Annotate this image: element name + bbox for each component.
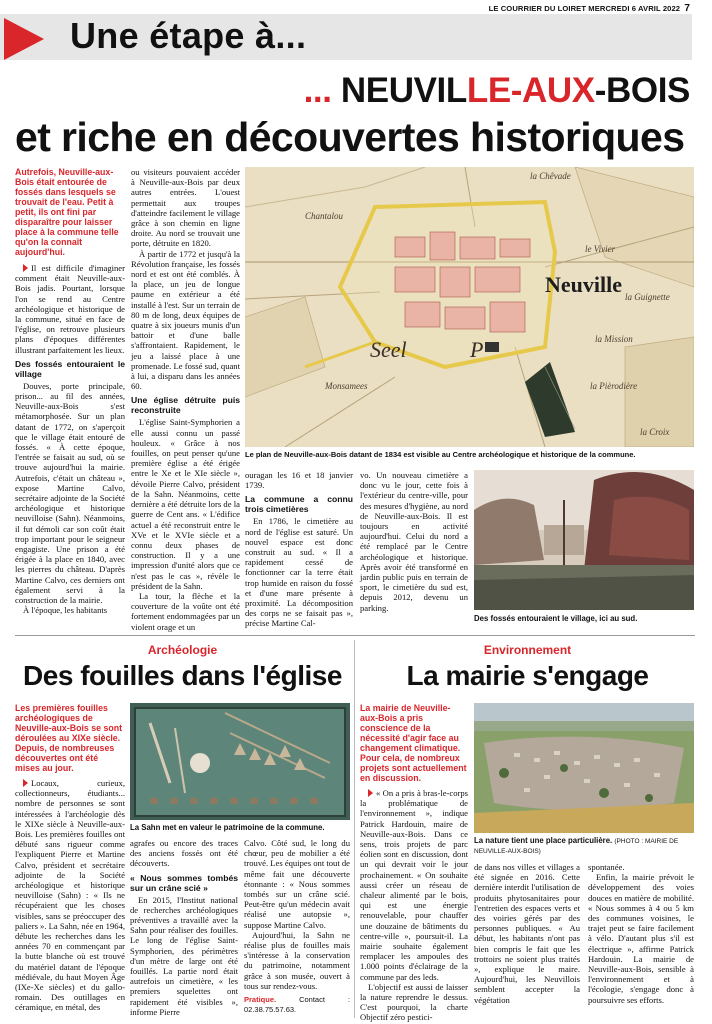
archeo-pratique: [244, 995, 350, 1015]
map-caption: Le plan de Neuville-aux-Bois datant de 1834 est visible au Centre archéologique et historique de la commune.: [245, 450, 636, 459]
main-col3-p1: ouragan les 16 et 18 janvier 1739.: [245, 470, 353, 491]
section-title: Une étape à...: [70, 15, 307, 56]
archeo-headline: Des fouilles dans l'église: [23, 660, 342, 691]
moat-photo-caption: Des fossés entouraient le village, ici au sud.: [474, 614, 638, 623]
env-col2-p1: de dans nos villes et villages a été signée en 2016. Cette dernière interdit l'utilisation de produits phytosanitaires pour l'entretien des espaces verts et des voiries gérés par des personnes publiques. « Au début, les habitants n'ont pas bien compris le fait que les trottoirs ne soient plus traités », explique le maire. Aujourd'hui, les Neuvillois semblent accepter la végétation: [474, 862, 580, 1005]
main-column-4: [360, 470, 468, 613]
main-col2-subhead: Une église détruite puis reconstruite: [131, 395, 240, 416]
map-label-neuville: Neuville: [545, 272, 622, 297]
env-col1-p1: [360, 788, 468, 982]
env-col1-p2: L'objectif est aussi de laisser la nature reprendre le dessus. C'est pourquoi, la charte Objectif zéro pestici-: [360, 981, 468, 1023]
banner-arrow-icon: [4, 18, 44, 60]
historic-map-image: [245, 167, 694, 447]
env-col3-p2: Enfin, la mairie prévoit le développement des voies douces en matière de mobilité. « Nous sommes à 4 ou 5 km des communes voisines, le trajet peut se faire facilement à vélo. D'autant plus s'il est électrique », affirme Patrick Hardouin. La mairie de Neuville-aux-Bois, sensible à l'environnement et à l'écologie, s'engage donc à poursuivre ses efforts.: [588, 872, 694, 1005]
main-lead: Autrefois, Neuville-aux-Bois était entourée de fossés dans lesquels se trouvait de l'eau. Petit à petit, ils ont fini par disparaître pour laisser place à la commune telle qu'on la connaît aujourd'hui.: [15, 167, 119, 257]
paragraph-marker-icon: [23, 264, 28, 272]
main-col2-p2: À partir de 1772 et jusqu'à la Révolution française, les fossés nord et est ont été comblés. À la place, un jeu de longue paume en extérieur a été installé à l'est. Sur un terrain de 80 m de long, deux équipes de quatre à six joueurs munis d'un battoir et d'une balle s'affrontaient. Rapidement, le jeu a laissé place à une promenade. Le fossé sud, quant à lui, a disparu dans les années 60.: [131, 248, 240, 392]
archeo-column-2: [130, 838, 238, 1017]
headline: et riche en découvertes historiques: [15, 114, 685, 160]
paragraph-marker-icon: [23, 779, 28, 787]
map-label-6: Monsamees: [325, 381, 368, 391]
kicker-red: LE-AUX: [466, 71, 595, 110]
archeo-lead: Les premières fouilles archéologiques de Neuville-aux-Bois se sont déroulées au XIXe siècle. Depuis, de nombreuses découvertes ont été mises au jour.: [15, 703, 123, 773]
env-column-2: [474, 862, 580, 1005]
historic-map-drawing: [245, 167, 694, 447]
main-column-2: [131, 167, 240, 632]
map-label-2: la Chêvade: [530, 171, 571, 181]
main-col1-p1-text: Il est difficile d'imaginer comment était Neuville-aux-Bois jadis. Pourtant, lorsque l'on se rend au Centre archéologique et historique de la commune, situé en face de l'église, on retrouve plusieurs plans d'époques différentes illustrant parfaitement les lieux.: [15, 263, 125, 355]
archeo-column-3: [244, 838, 350, 1015]
archeo-col2-p1: agrafes ou encore des traces des anciens fossés ont été découverts.: [130, 838, 238, 869]
archeo-photo-caption: La Sahn met en valeur le patrimoine de la commune.: [130, 823, 325, 832]
section-divider-vertical: [354, 640, 355, 1018]
env-section-label: Environnement: [483, 643, 572, 657]
env-headline: La mairie s'engage: [406, 660, 649, 691]
paragraph-marker-icon: [368, 789, 373, 797]
env-column-3: [588, 862, 694, 1005]
main-col3-subhead: La commune a connu trois cimetières: [245, 494, 353, 515]
newspaper-name-date: LE COURRIER DU LOIRET MERCREDI 6 AVRIL 2022: [488, 4, 681, 13]
map-label-8: la Croix: [640, 427, 670, 437]
aerial-photo-drawing: [474, 703, 694, 833]
env-col1-text: « On a pris à bras-le-corps la problématique de l'environnement », indique Patrick Hardouin, maire de Neuville-aux-Bois. Dans ce sens, trois projets de parc éolien sont en discussion, dont un qui devrait voir le jour prochainement. « On souhaite aussi créer un réseau de chaleur alimenté par le bois, qui est une énergie renouvelable, pour chauffer une douzaine de bâtiments du centre-ville », poursuit-il. La mairie souhaite également remplacer les ampoules des 1.000 points d'éclairage de la commune par des leds.: [360, 788, 468, 982]
newspaper-header: [489, 3, 690, 14]
map-label-4: la Guignette: [625, 292, 670, 302]
page-number: 7: [684, 3, 690, 14]
map-label-7: la Pièrodière: [590, 381, 638, 391]
archeo-col1-p1: [15, 778, 125, 1013]
pratique-contact: Contact : 02.38.75.57.63.: [244, 995, 350, 1015]
kicker-suffix: -BOIS: [594, 71, 690, 110]
map-label-3: le Vivier: [585, 244, 616, 254]
map-label-5: la Mission: [595, 334, 633, 344]
kicker-prefix-dots: ...: [303, 71, 332, 110]
map-label-p: P: [470, 337, 484, 362]
main-col1-p2: Douves, porte principale, prison... au fil des années, Neuville-aux-Bois s'est métamorphosée. Sur un plan datant de 1772, on s'aperçoit que le village était entouré de fossés. « À cette époque, l'entrée se faisait au sud, où se trouve aujourd'hui la mairie. Autrefois, c'était un château », expose Martine Calvo, secrétaire adjointe de la Société archéologique et historique neuvilloise (Sahn). Néanmoins, il fut démoli car son coût était trop important pour le seigneur engagiste. Une prison a été érigée à la place en 1840, avec les pierres du château. D'après Martine Calvo, ces derniers ont également servi à la construction de la mairie.: [15, 380, 125, 606]
kicker: [304, 71, 690, 111]
aerial-photo-caption: [474, 836, 694, 856]
main-col2-p4: La tour, la flèche et la couverture de la voûte ont été fortement endommagées par un violent orage et un: [131, 590, 240, 632]
aerial-photo-credit: (PHOTO : MAIRIE DE NEUVILLE-AUX-BOIS): [474, 838, 679, 855]
archeo-col3-p2: Aujourd'hui, la Sahn ne réalise plus de fouilles mais s'intéresse à la conservation du patrimoine, notamment grâce à son musée, ouvert à tous sur rendez-vous.: [244, 929, 350, 991]
main-column-1: [15, 167, 125, 616]
main-col2-p1: ou visiteurs pouvaient accéder à Neuville-aux-Bois par deux autres entrées. L'ouest permettait aux troupes d'atteindre facilement le village grâce à son chemin en ligne droite. Au nord se trouvait une porte, détruite en 1820.: [131, 167, 240, 249]
archeo-section-label: Archéologie: [147, 643, 218, 657]
env-column-1: [360, 703, 468, 1023]
map-label-seel: Seel: [370, 337, 407, 362]
env-lead: La mairie de Neuville-aux-Bois a pris conscience de la nécessité d'agir face au changement climatique. Pour cela, de nombreux projets sont actuellement en discussion.: [360, 703, 467, 783]
pratique-label: Pratique.: [244, 995, 277, 1005]
section-divider-horizontal: [15, 635, 695, 636]
main-col1-p3: À l'époque, les habitants: [23, 605, 108, 616]
aerial-photo: [474, 703, 694, 833]
archeo-column-1: [15, 703, 125, 1013]
main-col2-p3: L'église Saint-Symphorien a elle aussi connu un passé houleux. « Grâce à nos fouilles, on peut penser qu'une première église a été érigée entre le Xe et le XIe siècle », dévoile Pierre Calvo, président de la Sahn. Néanmoins, cette dernière a été détruite lors de la guerre de Cent ans. « L'édifice actuel a été reconstruit entre le XVe et le XVIe siècle et a connu deux phases de construction. Il y a une impression d'unité alors que ce n'est pas le cas », révèle le président de la Sahn.: [131, 417, 240, 591]
aerial-caption-text: La nature tient une place particulière.: [474, 836, 613, 845]
main-col4-p1: vo. Un nouveau cimetière a donc vu le jour, cette fois à l'extérieur du centre-ville, pour des mesures d'hygiène, au nord de Neuville-aux-Bois. Il est toujours en activité aujourd'hui. Celui du nord a été remplacé par le Centre archéologique et historique. Après avoir été transformé en jardin public puis en terrain de sport, le cimetière du sud est, depuis 2012, devenu un parking.: [360, 470, 468, 613]
moat-photo-drawing: [474, 470, 694, 610]
archeo-col2-p2: En 2015, l'Institut national de recherches archéologiques préventives a travaillé avec la Sahn pour réaliser des fouilles. Le long de l'église Saint-Symphorien, des périmètres d'un mètre de large ont été fouillés. La partie nord était autrefois un cimetière, « les premiers squelettes ont rapidement été visibles », informe Pierre: [130, 894, 238, 1017]
archeo-col1-text: Locaux, curieux, collectionneurs, étudiants... nombre de personnes se sont intéressées à l'archéologie dès le XIXe siècle à Neuville-aux-Bois. Les premières fouilles ont débuté sans rigueur comme l'expliquent Pierre et Martine Calvo, président et secrétaire adjointe de la Société archéologique et historique neuvilloise (Sahn) : « Ils ne récupéraient que les choses visibles, sans se préoccuper des paliers ». La Sahn, née en 1964, débute les recherches dans les années 70 en commençant par la butte blanche où est trouvé du matériel datant de l'époque médiévale, du haut Moyen Âge (IXe-Xe siècles) et du gallo-romain. Des outillages en céramique, en métal, des: [15, 778, 126, 1013]
archeo-photo-drawing: [130, 703, 350, 820]
main-col3-p2: En 1786, le cimetière au nord de l'église est saturé. Un nouvel espace est donc construit au sud. « Il a rapidement cessé de fonctionner car la terre était trop humide en raison du fossé et d'une mare présente à proximité. La décomposition des corps ne se faisait pas », précise Martine Cal-: [245, 516, 353, 629]
map-label-1: Chantalou: [305, 211, 344, 221]
kicker-prefix-text: NEUVIL: [331, 71, 467, 110]
archeo-col3-p1: Calvo. Côté sud, le long du chœur, peu de mobilier a été trouvé. Les équipes ont tout de même fait une découverte étonnante : « Nous sommes tombés sur un crâne scié. Peut-être qu'un médecin avait réalisé une autopsie », suppose Martine Calvo.: [244, 838, 350, 930]
archeo-col2-subhead: « Nous sommes tombés sur un crâne scié »: [130, 872, 238, 893]
env-col3-p1: spontanée.: [588, 862, 625, 872]
moat-photo: [474, 470, 694, 610]
main-column-3: [245, 470, 353, 629]
main-col1-subhead: Des fossés entouraient le village: [15, 358, 125, 379]
archeo-photo: [130, 703, 350, 820]
main-col1-p1: [15, 263, 125, 355]
